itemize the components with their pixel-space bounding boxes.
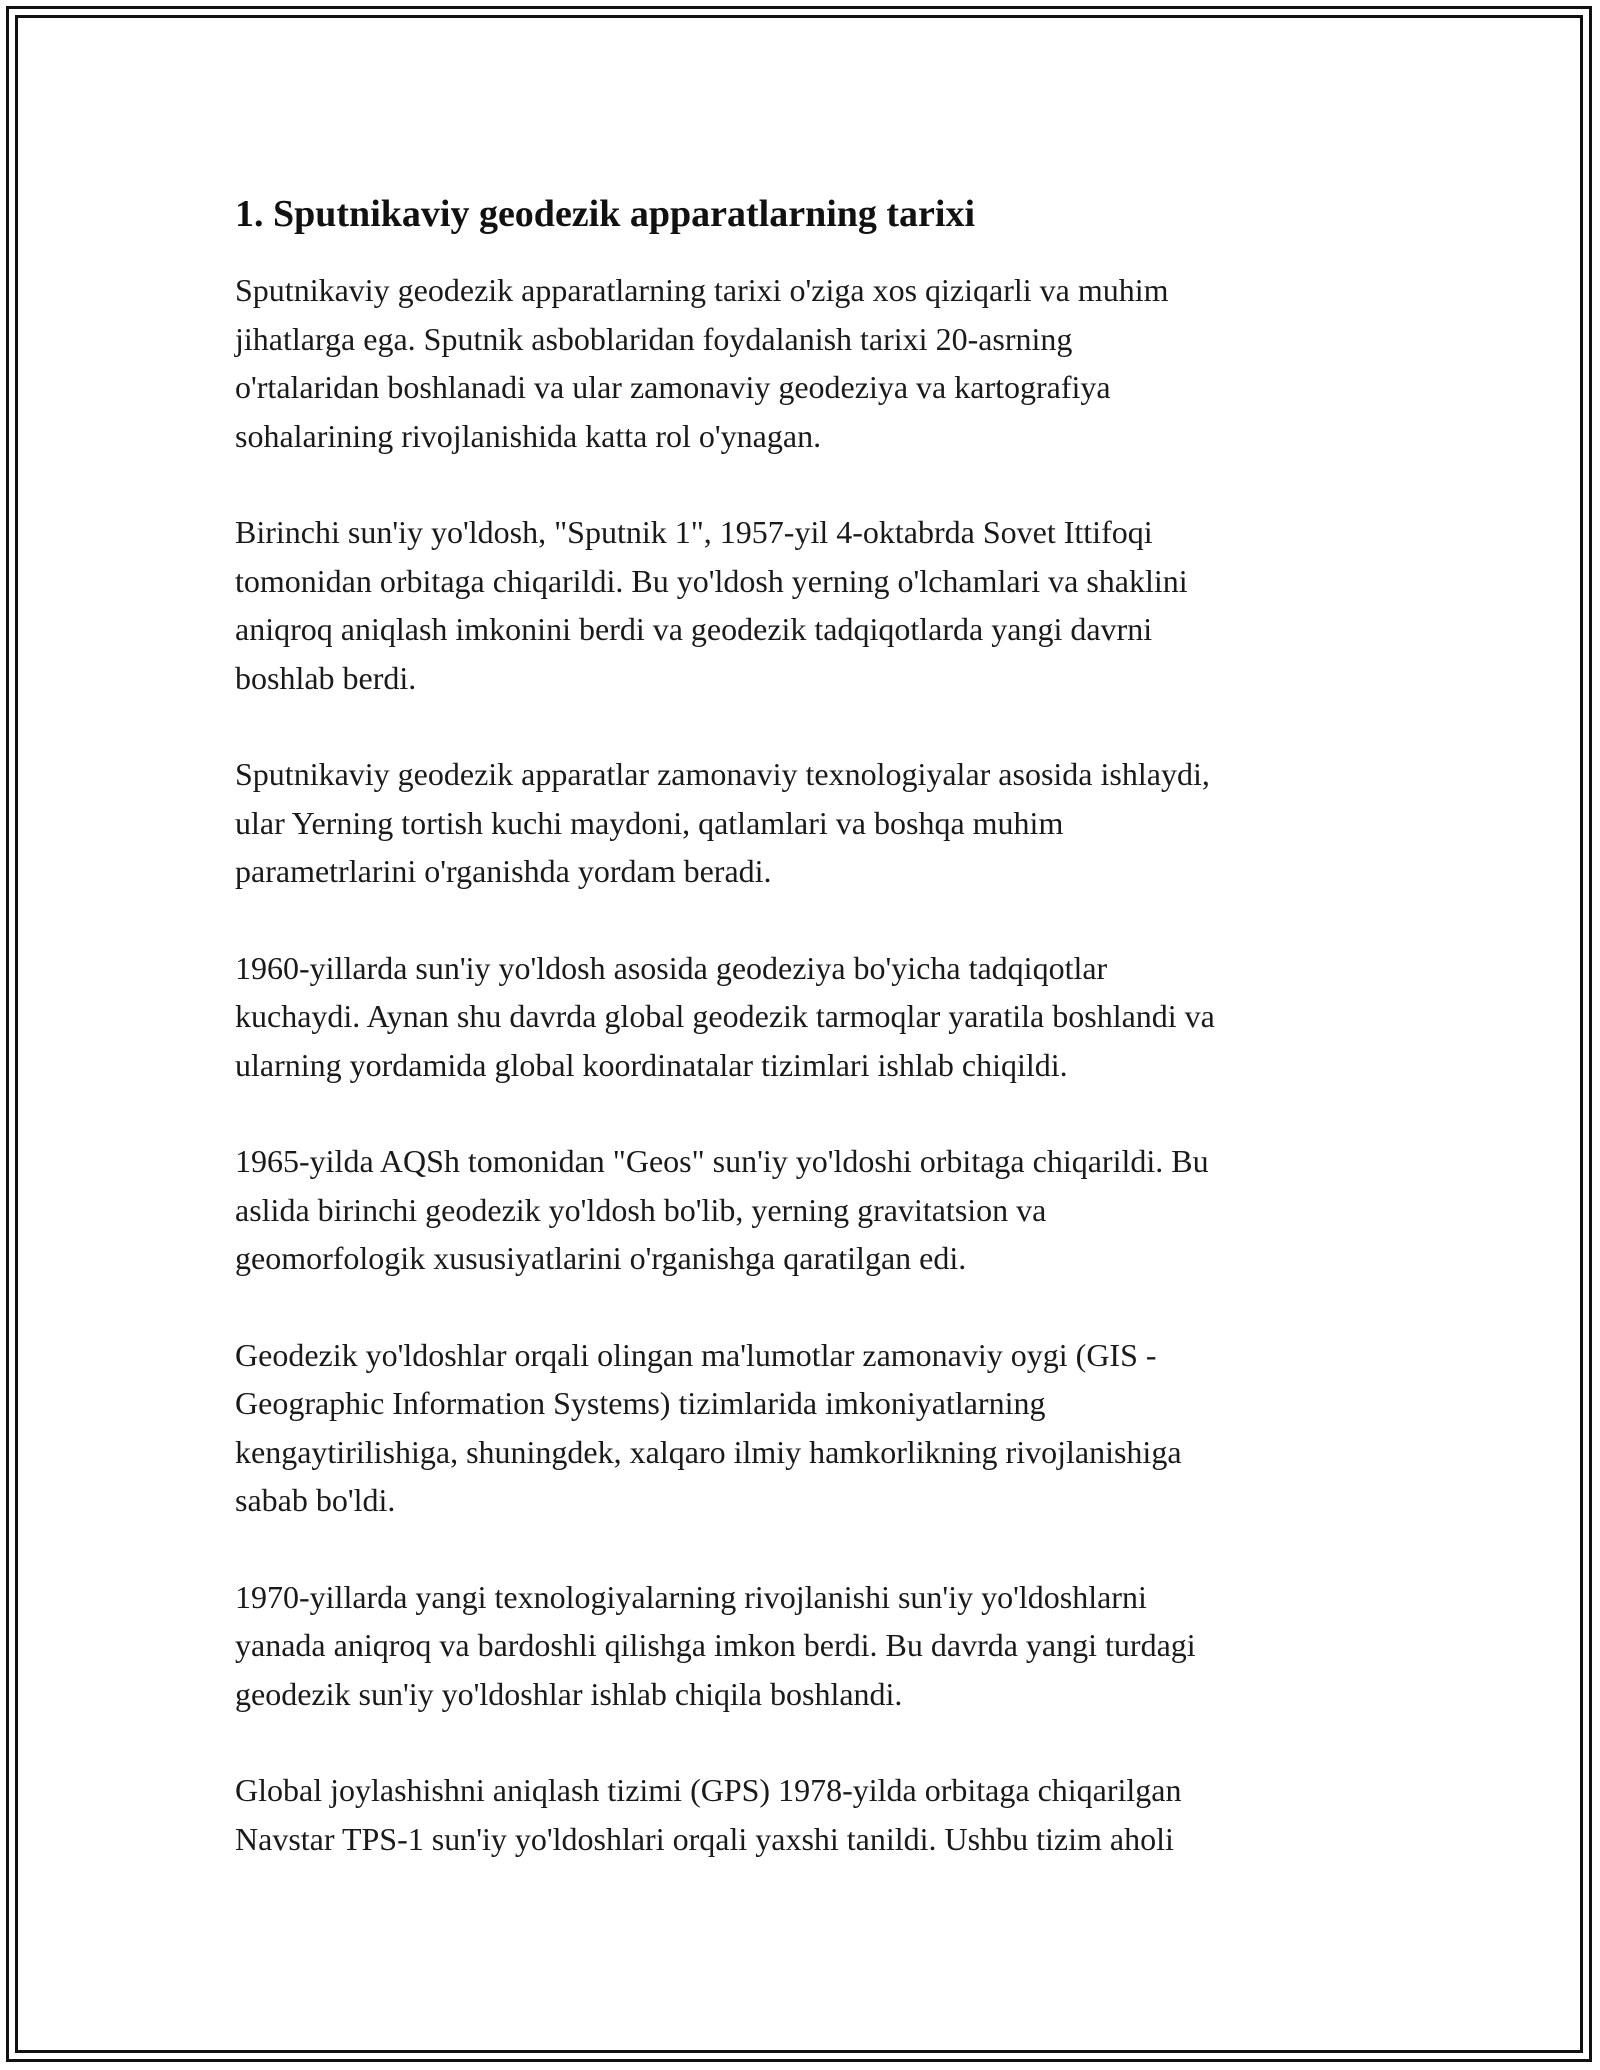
text-line: kengaytirilishiga, shuningdek, xalqaro ilmiy hamkorlikning rivojlanishiga [235, 1433, 1182, 1470]
text-line: 1965-yilda AQSh tomonidan "Geos" sun'iy yo'ldoshi orbitaga chiqarildi. Bu [235, 1143, 1209, 1179]
document-body [235, 188, 1385, 1911]
paragraph-3 [235, 750, 1385, 896]
paragraph-2 [235, 508, 1385, 702]
text-line: Sputnikaviy geodezik apparatlar zamonaviy texnologiyalar asosida ishlaydi, [235, 756, 1210, 792]
text-line: ular Yerning tortish kuchi maydoni, qatlamlari va boshqa muhim [235, 804, 1064, 841]
text-line: tomonidan orbitaga chiqarildi. Bu yo'ldosh yerning o'lchamlari va shaklini [235, 562, 1188, 599]
paragraph-6 [235, 1331, 1385, 1525]
text-line: Geographic Information Systems) tizimlarida imkoniyatlarning [235, 1385, 1046, 1421]
paragraph-7 [235, 1573, 1385, 1719]
paragraph-1 [235, 266, 1385, 460]
paragraph-8 [235, 1766, 1385, 1863]
text-line: aslida birinchi geodezik yo'ldosh bo'lib, yerning gravitatsion va [235, 1191, 1047, 1228]
text-line: yanada aniqroq va bardoshli qilishga imkon berdi. Bu davrda yangi turdagi [235, 1627, 1196, 1663]
text-line: 1960-yillarda sun'iy yo'ldosh asosida geodeziya bo'yicha tadqiqotlar [235, 949, 1108, 986]
text-line: Sputnikaviy geodezik apparatlarning tarixi o'ziga xos qiziqarli va muhim [235, 272, 1169, 308]
text-line: Navstar TPS-1 sun'iy yo'ldoshlari orqali yaxshi tanildi. Ushbu tizim aholi [235, 1820, 1174, 1857]
text-line: sabab bo'ldi. [235, 1482, 396, 1518]
text-line: ularning yordamida global koordinatalar tizimlari ishlab chiqildi. [235, 1046, 1068, 1083]
text-line: jihatlarga ega. Sputnik asboblaridan foydalanish tarixi 20-asrning [235, 320, 1073, 357]
text-line: geomorfologik xususiyatlarini o'rganishga qaratilgan edi. [235, 1240, 967, 1276]
text-line: aniqroq aniqlash imkonini berdi va geodezik tadqiqotlarda yangi davrni [235, 611, 1153, 647]
document-title: 1. Sputnikaviy geodezik apparatlarning tarixi [235, 193, 976, 235]
paragraph-4 [235, 944, 1385, 1090]
text-line: Birinchi sun'iy yo'ldosh, "Sputnik 1", 1957-yil 4-oktabrda Sovet Ittifoqi [235, 514, 1153, 550]
paragraph-5 [235, 1137, 1385, 1283]
text-line: boshlab berdi. [235, 659, 417, 696]
text-line: geodezik sun'iy yo'ldoshlar ishlab chiqila boshlandi. [235, 1675, 903, 1712]
text-line: 1970-yillarda yangi texnologiyalarning rivojlanishi sun'iy yo'ldoshlarni [235, 1578, 1147, 1615]
text-line: parametrlarini o'rganishda yordam beradi. [235, 853, 772, 889]
text-line: Geodezik yo'ldoshlar orqali olingan ma'lumotlar zamonaviy oygi (GIS - [235, 1336, 1157, 1373]
text-line: o'rtalaridan boshlanadi va ular zamonaviy geodeziya va kartografiya [235, 369, 1111, 405]
text-line: Global joylashishni aniqlash tizimi (GPS) 1978-yilda orbitaga chiqarilgan [235, 1772, 1182, 1808]
text-line: kuchaydi. Aynan shu davrda global geodezik tarmoqlar yaratila boshlandi va [235, 998, 1215, 1034]
text-line: sohalarining rivojlanishida katta rol o'ynagan. [235, 417, 822, 454]
